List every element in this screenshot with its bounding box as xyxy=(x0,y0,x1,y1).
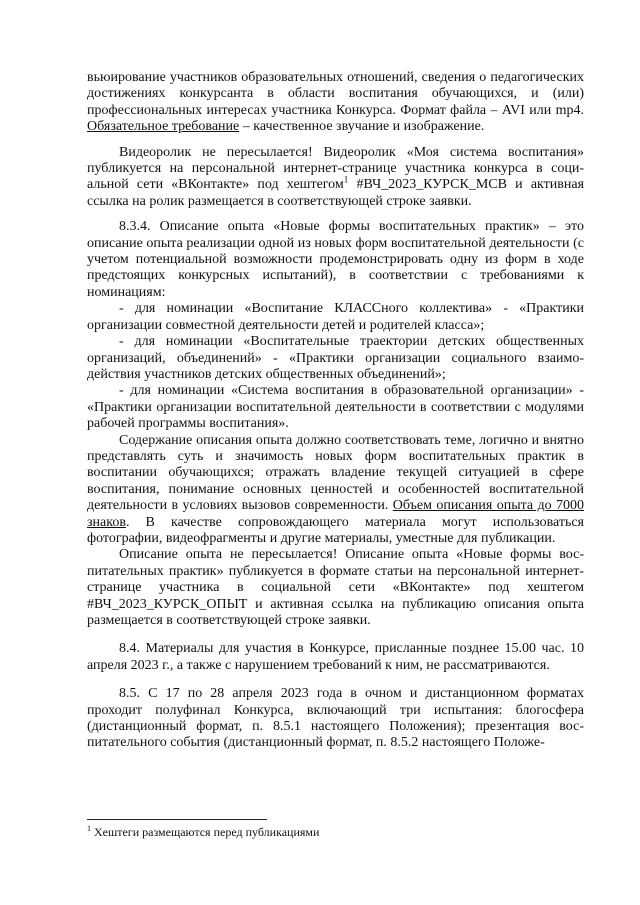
required-note: Обязательное требование xyxy=(87,119,240,135)
nomination-item-class: - для номинации «Воспитание КЛАССного коллектива» - «Практики организации совместной деятельности детей и родителей класса»; xyxy=(87,301,584,333)
paragraph-8-4: 8.4. Материалы для участия в Конкурсе, присланные позднее 15.00 час. 10 апреля 2023 г., а также с нарушением требований к ним, не рассматриваются. xyxy=(87,641,584,673)
document-body xyxy=(87,70,584,752)
paragraph-8-3-4: 8.3.4. Описание опыта «Новые формы воспитательных практик» – это описание опыта реализации одной из новых форм воспитательной деятельности (с учетом потенциальной возможности продемонстрировать одну из форм в ходе предстоящих конкурсных испытаний), в соответствии с требованиями к номинациям: xyxy=(87,219,584,300)
nomination-item-system: - для номинации «Система воспитания в образовательной организации» - «Практики организации воспитательной деятельности в соответствии с модулями рабочей программы воспитания». xyxy=(87,383,584,432)
paragraph-video-description: вьюирование участников образовательных отношений, сведения о педагогических достижениях конкурсанта в области воспитания обучающихся, и (или) профессиональных интересах участника Конкурса. Формат файла – AVI или mp4. Обязательное требование – качественное звучание и изображение. xyxy=(87,70,584,135)
footnote-mark: 1 xyxy=(87,824,91,833)
footnote-text: Хештеги размещаются перед публикациями xyxy=(91,825,320,839)
paragraph-video-publication: Видеоролик не пересылается! Видеоролик «Моя система воспитания» публикуется на персональной интернет-странице участника конкурса в социальной сети «ВКонтакте» под хештегом$^1$ #ВЧ_2023_КУРСК_МСВ и активная ссылка на ролик размещается в соответствующей строке заявки. xyxy=(87,144,585,209)
volume-requirement: Объем описания опыта до 7000 знаков xyxy=(87,498,584,530)
footnote-divider xyxy=(87,819,267,820)
footnote xyxy=(87,825,584,839)
paragraph-content-requirements: Содержание описания опыта должно соответствовать теме, логично и внятно представлять суть и значимость новых форм воспитательных практик в воспитании обучающихся; отражать владение текущей ситуацией в сфере воспитания, понимание основных ценностей и особенностей воспитательной деятельности в условиях вызовов современности. Объем описания опыта до 7000 знаков. В качестве сопровождающего материала могут использоваться фотографии, видеофрагменты и другие материалы, уместные для публикации. xyxy=(87,432,584,546)
paragraph-experience-publication: Описание опыта не пересылается! Описание опыта «Новые формы воспитательных практик» публикуется в формате статьи на персональной интернет-странице участника в социальной сети «ВКонтакте» под хештегом #ВЧ_2023_КУРСК_ОПЫТ и активная ссылка на публикацию описания опыта размещается в соответствующей строке заявки. xyxy=(87,547,584,628)
nomination-item-children-orgs: - для номинации «Воспитательные траектории детских общественных организаций, объединений» - «Практики организации социального взаимодействия участников детских общественных объединений»; xyxy=(87,334,584,382)
footnote-ref: 1 xyxy=(343,174,349,185)
paragraph-8-5: 8.5. С 17 по 28 апреля 2023 года в очном и дистанционном форматах проходит полуфинал Конкурса, включающий три испытания: блогосфера (дистанционный формат, п. 8.5.1 настоящего Положения); презентация воспитательного события (дистанционный формат, п. 8.5.2 настоящего Положе- xyxy=(87,686,584,751)
